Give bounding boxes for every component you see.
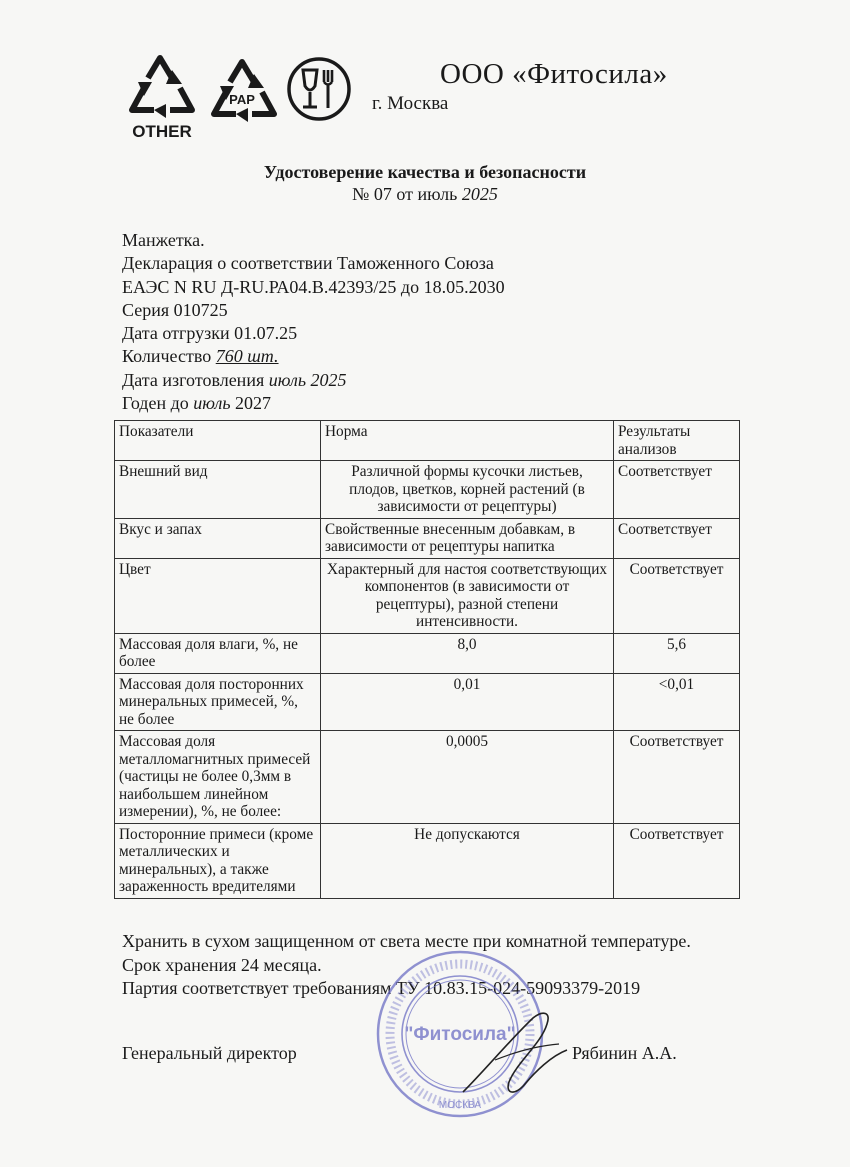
recycle-pap-icon <box>208 48 280 140</box>
indicator-cell: Массовая доля посторонних минеральных примесей, %, не более <box>115 673 321 731</box>
result-cell: Соответствует <box>614 461 740 519</box>
series-line: Серия 010725 <box>122 299 228 320</box>
stamp-center-text: "Фитосила" <box>404 1024 516 1045</box>
norm-cell: Не допускаются <box>321 823 614 898</box>
norm-cell: 8,0 <box>321 633 614 673</box>
product-name: Манжетка. <box>122 230 205 250</box>
expiry-line <box>122 392 505 415</box>
quality-table <box>114 420 740 899</box>
stamp-ring-text: МОСКВА <box>438 1100 482 1111</box>
declaration-line-2: ЕАЭС N RU Д-RU.РА04.В.42393/25 до 18.05.2030 <box>122 276 505 297</box>
table-row <box>115 461 740 519</box>
recycle-other-icon <box>122 48 202 140</box>
batch-compliance-note: Партия соответствует требованиям ТУ 10.83.15-024-59093379-2019 <box>122 978 641 998</box>
result-cell: <0,01 <box>614 673 740 731</box>
pap-logo-text: PAP <box>229 92 255 107</box>
company-name: ООО «Фитосила» <box>440 58 668 90</box>
indicator-cell: Вкус и запах <box>115 518 321 558</box>
result-cell: 5,6 <box>614 633 740 673</box>
director-signature <box>455 1000 575 1100</box>
document-number-prefix: № 07 от июль <box>352 184 462 204</box>
indicator-cell: Посторонние примеси (кроме металлических и минеральных), а также зараженность вредителями <box>115 823 321 898</box>
result-cell: Соответствует <box>614 731 740 824</box>
header-norm: Норма <box>321 421 614 461</box>
shipment-date-line: Дата отгрузки 01.07.25 <box>122 323 298 344</box>
document-number <box>0 184 850 205</box>
document-year: 2025 <box>461 184 498 204</box>
norm-cell: 0,01 <box>321 673 614 731</box>
expiry-label: Годен до <box>122 393 194 414</box>
manufacture-date-label: Дата изготовления <box>122 369 269 390</box>
shelf-life-note: Срок хранения 24 месяца. <box>122 954 322 975</box>
result-cell: Соответствует <box>614 518 740 558</box>
indicator-cell: Внешний вид <box>115 461 321 519</box>
table-row <box>115 518 740 558</box>
norm-cell: Характерный для настоя соответствующих компонентов (в зависимости от рецептуры), разной степени интенсивности. <box>321 558 614 633</box>
table-row <box>115 823 740 898</box>
manufacture-date-line <box>122 369 505 392</box>
norm-cell: Свойственные внесенным добавкам, в зависимости от рецептуры напитка <box>321 518 614 558</box>
indicator-cell: Массовая доля металломагнитных примесей (частицы не более 0,3мм в наибольшем линейном измерении), %, не более: <box>115 731 321 824</box>
quantity-label: Количество <box>122 346 216 367</box>
norm-cell: 0,0005 <box>321 731 614 824</box>
norm-cell: Различной формы кусочки листьев, плодов, цветков, корней растений (в зависимости от рецептуры) <box>321 461 614 519</box>
document-title: Удостоверение качества и безопасности <box>263 162 587 182</box>
signatory-title: Генеральный директор <box>122 1043 297 1063</box>
table-row <box>115 558 740 633</box>
product-info <box>122 229 505 415</box>
storage-note: Хранить в сухом защищенном от света месте при комнатной температуре. <box>122 931 691 951</box>
manufacture-date-value: июль 2025 <box>268 369 347 390</box>
declaration-line-1: Декларация о соответствии Таможенного Союза <box>122 253 494 274</box>
signatory-name: Рябинин А.А. <box>572 1043 677 1063</box>
indicator-cell: Массовая доля влаги, %, не более <box>115 633 321 673</box>
header-results: Результаты анализов <box>614 421 740 461</box>
result-cell: Соответствует <box>614 823 740 898</box>
table-header-row <box>115 421 740 461</box>
quantity-line <box>122 345 505 368</box>
table-row <box>115 731 740 824</box>
indicator-cell: Цвет <box>115 558 321 633</box>
expiry-month: июль <box>193 393 231 414</box>
quantity-value: 760 шт. <box>215 346 279 367</box>
company-city: г. Москва <box>372 93 449 114</box>
food-safe-icon <box>286 56 352 122</box>
expiry-year: 2027 <box>230 393 272 414</box>
header-indicator: Показатели <box>115 421 321 461</box>
result-cell: Соответствует <box>614 558 740 633</box>
other-logo-text: OTHER <box>132 122 192 140</box>
table-row <box>115 633 740 673</box>
table-row <box>115 673 740 731</box>
